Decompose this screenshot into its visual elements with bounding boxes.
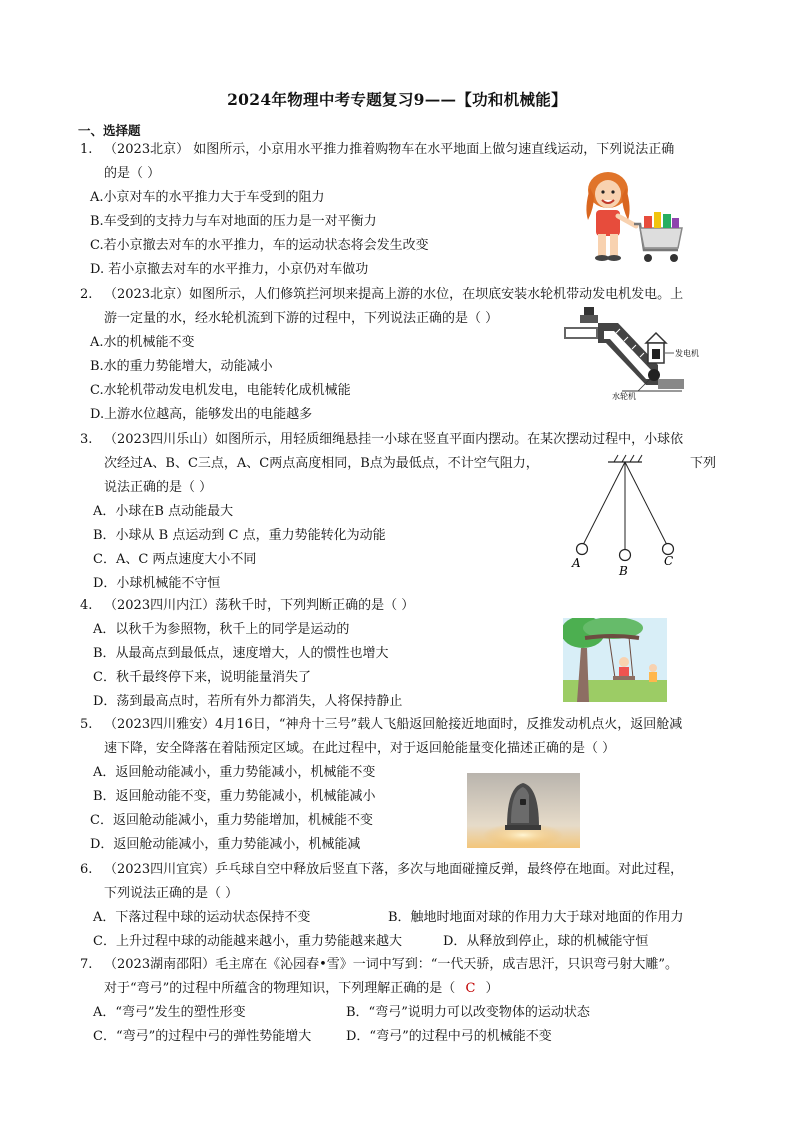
q1-stem-line2: 的是（ ） (104, 166, 161, 181)
q1-option-c: C.若小京撤去对车的水平推力，车的运动状态将会发生改变 (90, 238, 429, 253)
q3-stem-line1: （2023四川乐山）如图所示，用轻质细绳悬挂一小球在竖直平面内摆动。在某次摆动过程中，小球依 (104, 432, 684, 447)
girl-shopping-cart-figure (578, 168, 688, 268)
q1-option-a: A.小京对车的水平推力大于车受到的阻力 (90, 190, 325, 205)
q6-option-a: A．下落过程中球的运动状态保持不变 (93, 910, 311, 925)
q5-number: 5. (80, 717, 93, 732)
q2-option-d: D.上游水位越高，能够发出的电能越多 (90, 407, 313, 422)
q3-option-c: C．A、C 两点速度大小不同 (93, 552, 257, 567)
q2-option-c: C.水轮机带动发电机发电，电能转化成机械能 (90, 383, 351, 398)
q4-number: 4. (80, 598, 93, 613)
q3-option-a: A．小球在B 点动能最大 (93, 504, 234, 519)
q3-option-d: D．小球机械能不守恒 (93, 576, 221, 591)
q2-option-b: B.水的重力势能增大，动能减小 (90, 359, 273, 374)
point-a-label: A (572, 556, 581, 570)
dam-turbine-figure (562, 305, 712, 405)
q4-option-c: C．秋千最终停下来，说明能量消失了 (93, 670, 311, 685)
q7-answer: C (465, 981, 476, 996)
q3-option-b: B．小球从 B 点运动到 C 点，重力势能转化为动能 (93, 528, 386, 543)
q7-option-a: A．“弯弓”发生的塑性形变 (93, 1005, 246, 1020)
q7-number: 7. (80, 957, 93, 972)
q2-stem-line1: （2023北京）如图所示，人们修筑拦河坝来提高上游的水位，在坝底安装水轮机带动发电机发电。上 (104, 287, 684, 302)
q3-stem-line2a: 次经过A、B、C三点，A、C两点高度相同，B点为最低点，不计空气阻力， (104, 456, 539, 471)
q6-stem-line1: （2023四川宜宾）乒乓球自空中释放后竖直下落，多次与地面碰撞反弹，最终停在地面。对此过程， (104, 862, 684, 877)
page-title: 2024年物理中考专题复习9——【功和机械能】 (227, 90, 567, 109)
q6-option-c: C．上升过程中球的动能越来越小，重力势能越来越大 (93, 934, 402, 949)
q4-option-a: A．以秋千为参照物，秋千上的同学是运动的 (93, 622, 350, 637)
q2-option-a: A.水的机械能不变 (90, 335, 195, 350)
q5-stem-line2: 速下降，安全降落在着陆预定区域。在此过程中，对于返回舱能量变化描述正确的是（ ） (104, 741, 616, 756)
return-capsule-figure (467, 773, 580, 848)
q1-option-d: D. 若小京撤去对车的水平推力，小京仍对车做功 (90, 262, 369, 277)
q7-stem-text: 对于“弯弓”的过程中所蕴含的物理知识，下列理解正确的是（ (104, 981, 456, 996)
q1-option-b: B.车受到的支持力与车对地面的压力是一对平衡力 (90, 214, 377, 229)
q7-option-b: B．“弯弓”说明力可以改变物体的运动状态 (346, 1005, 590, 1020)
q4-option-b: B．从最高点到最低点，速度增大，人的惯性也增大 (93, 646, 389, 661)
generator-label: 发电机 (675, 349, 699, 358)
q1-stem-line1: （2023北京） 如图所示，小京用水平推力推着购物车在水平地面上做匀速直线运动，下列说法正确 (104, 142, 675, 157)
q7-stem-line2 (104, 977, 499, 1001)
q2-stem-line2: 游一定量的水，经水轮机流到下游的过程中，下列说法正确的是（ ） (104, 311, 499, 326)
q2-number: 2. (80, 287, 93, 302)
q7-stem-close: ） (485, 981, 499, 996)
q3-number: 3. (80, 432, 93, 447)
q3-stem-line2b: 下列 (690, 456, 717, 471)
q5-option-b: B．返回舱动能不变，重力势能减小，机械能减小 (93, 789, 376, 804)
q6-number: 6. (80, 862, 93, 877)
point-c-label: C (664, 554, 674, 568)
q6-option-b: B．触地时地面对球的作用力大于球对地面的作用力 (388, 910, 684, 925)
q7-option-d: D．“弯弓”的过程中弓的机械能不变 (346, 1029, 552, 1044)
q4-option-d: D．荡到最高点时，若所有外力都消失，人将保持静止 (93, 694, 403, 709)
q6-stem-line2: 下列说法正确的是（ ） (104, 886, 239, 901)
turbine-label: 水轮机 (612, 392, 636, 401)
section-heading: 一、选择题 (78, 123, 141, 138)
q4-stem: （2023四川内江）荡秋千时，下列判断正确的是（ ） (104, 598, 415, 613)
q5-option-a: A．返回舱动能减小，重力势能减小，机械能不变 (93, 765, 376, 780)
q5-option-d: D．返回舱动能减小，重力势能减小，机械能减 (90, 837, 361, 852)
q6-option-d: D．从释放到停止，球的机械能守恒 (443, 934, 649, 949)
q1-number: 1. (80, 142, 93, 157)
q5-stem-line1: （2023四川雅安）4月16日，“神舟十三号”载人飞船返回舱接近地面时，反推发动机点火，返回舱减 (104, 717, 683, 732)
pendulum-figure (566, 452, 686, 582)
q5-option-c: C．返回舱动能减小，重力势能增加，机械能不变 (90, 813, 373, 828)
point-b-label: B (619, 564, 628, 578)
q7-option-c: C．“弯弓”的过程中弓的弹性势能增大 (93, 1029, 312, 1044)
swing-figure (563, 618, 667, 702)
q7-stem-line1: （2023湖南邵阳）毛主席在《沁园春•雪》一词中写到：“一代天骄，成吉思汗，只识弯弓射大雕”。 (104, 957, 679, 972)
q3-stem-line3: 说法正确的是（ ） (104, 480, 213, 495)
